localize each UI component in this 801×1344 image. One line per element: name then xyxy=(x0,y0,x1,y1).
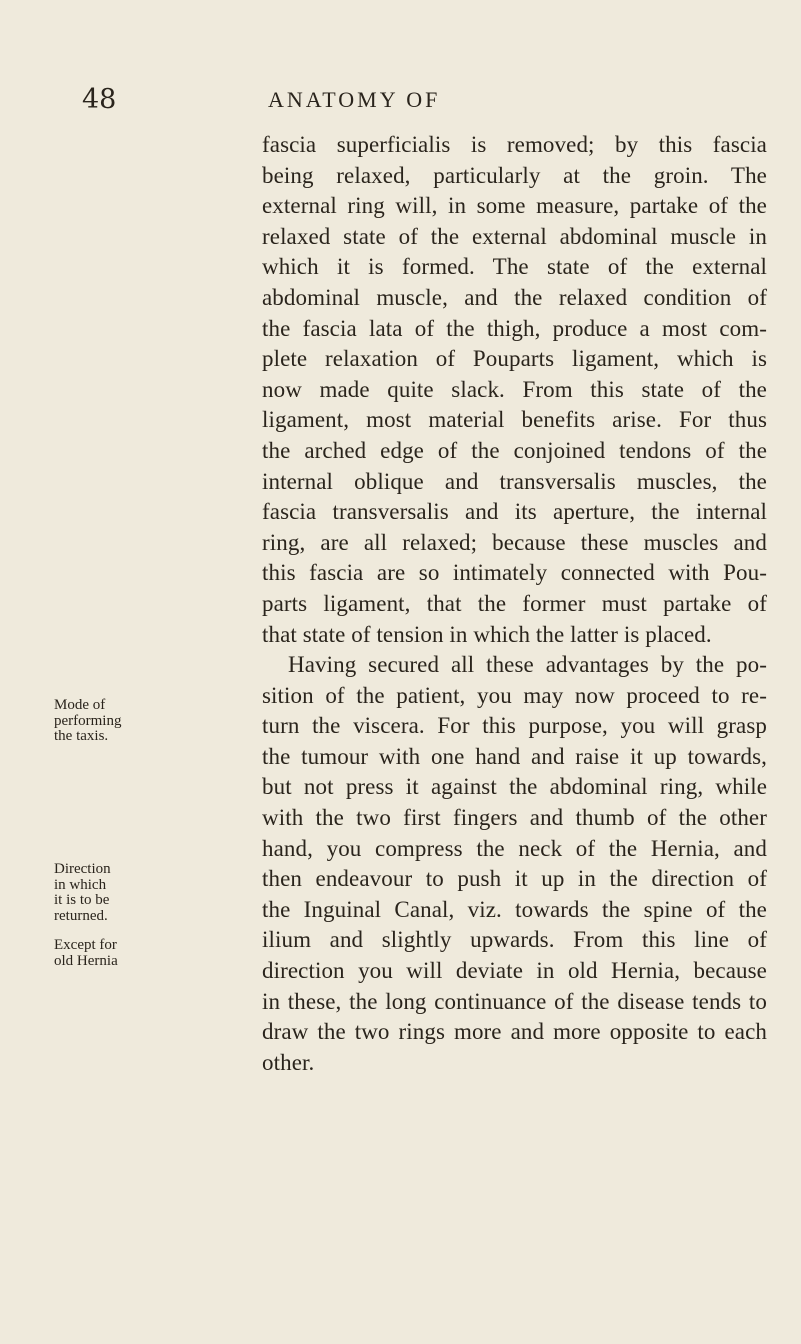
text-line: plete relaxation of Pouparts ligament, which is xyxy=(262,346,767,372)
text-line: which it is formed. The state of the external xyxy=(262,254,767,280)
text-line: ring, are all relaxed; because these muscles and xyxy=(262,529,767,555)
text-line: sition of the patient, you may now proceed to re- xyxy=(262,682,767,708)
margin-note-line: performing xyxy=(54,712,122,729)
text-line: hand, you compress the neck of the Hernia, and xyxy=(262,835,767,861)
text-line: the Inguinal Canal, viz. towards the spine of the xyxy=(262,896,767,922)
text-line: abdominal muscle, and the relaxed condition of xyxy=(262,284,767,310)
text-line: draw the two rings more and more opposite to each xyxy=(262,1019,767,1045)
text-line: but not press it against the abdominal ring, while xyxy=(262,774,767,800)
text-line: fascia transversalis and its aperture, the internal xyxy=(262,499,767,525)
text-line: that state of tension in which the latter is placed. xyxy=(262,621,712,647)
text-line: this fascia are so intimately connected with Pou- xyxy=(262,560,767,586)
text-line: parts ligament, that the former must partake of xyxy=(262,590,767,616)
margin-note-line: Except for xyxy=(54,937,117,953)
text-line: with the two first fingers and thumb of the other xyxy=(262,805,767,831)
text-line: Having secured all these advantages by the po- xyxy=(288,652,767,678)
body-text xyxy=(262,130,767,1078)
text-line: ligament, most material benefits arise. For thus xyxy=(262,407,767,433)
text-line: in these, the long continuance of the disease tends to xyxy=(262,988,767,1014)
text-line: turn the viscera. For this purpose, you will grasp xyxy=(262,713,767,739)
margin-note-direction xyxy=(54,862,264,924)
running-head: ANATOMY OF xyxy=(268,87,441,112)
margin-note-except xyxy=(54,938,264,969)
text-line: relaxed state of the external abdominal muscle in xyxy=(262,223,767,249)
text-line: ilium and slightly upwards. From this line of xyxy=(262,927,767,953)
text-line: then endeavour to push it up in the direction of xyxy=(262,866,767,892)
page-number: 48 xyxy=(82,84,117,115)
text-line: external ring will, in some measure, partake of the xyxy=(262,193,767,219)
text-line: internal oblique and transversalis muscles, the xyxy=(262,468,767,494)
text-line: being relaxed, particularly at the groin. The xyxy=(262,162,767,188)
margin-note-line: Direction xyxy=(54,861,111,877)
text-line: the tumour with one hand and raise it up towards, xyxy=(262,743,767,769)
margin-note-line: the taxis. xyxy=(54,728,109,744)
text-line: other. xyxy=(262,1049,315,1075)
margin-note-mode xyxy=(54,698,264,745)
margin-note-line: it is to be xyxy=(54,892,110,908)
margin-note-line: Mode of xyxy=(54,697,106,713)
margin-note-line: returned. xyxy=(54,907,108,924)
margin-note-line: old Hernia xyxy=(54,952,118,969)
text-line: direction you will deviate in old Hernia, because xyxy=(262,958,767,984)
text-line: the fascia lata of the thigh, produce a most com- xyxy=(262,315,767,341)
page-header xyxy=(0,80,801,120)
margin-note-line: in which xyxy=(54,876,107,893)
text-line: now made quite slack. From this state of the xyxy=(262,376,767,402)
text-line: the arched edge of the conjoined tendons of the xyxy=(262,437,767,463)
text-line: fascia superficialis is removed; by this fascia xyxy=(262,132,767,157)
